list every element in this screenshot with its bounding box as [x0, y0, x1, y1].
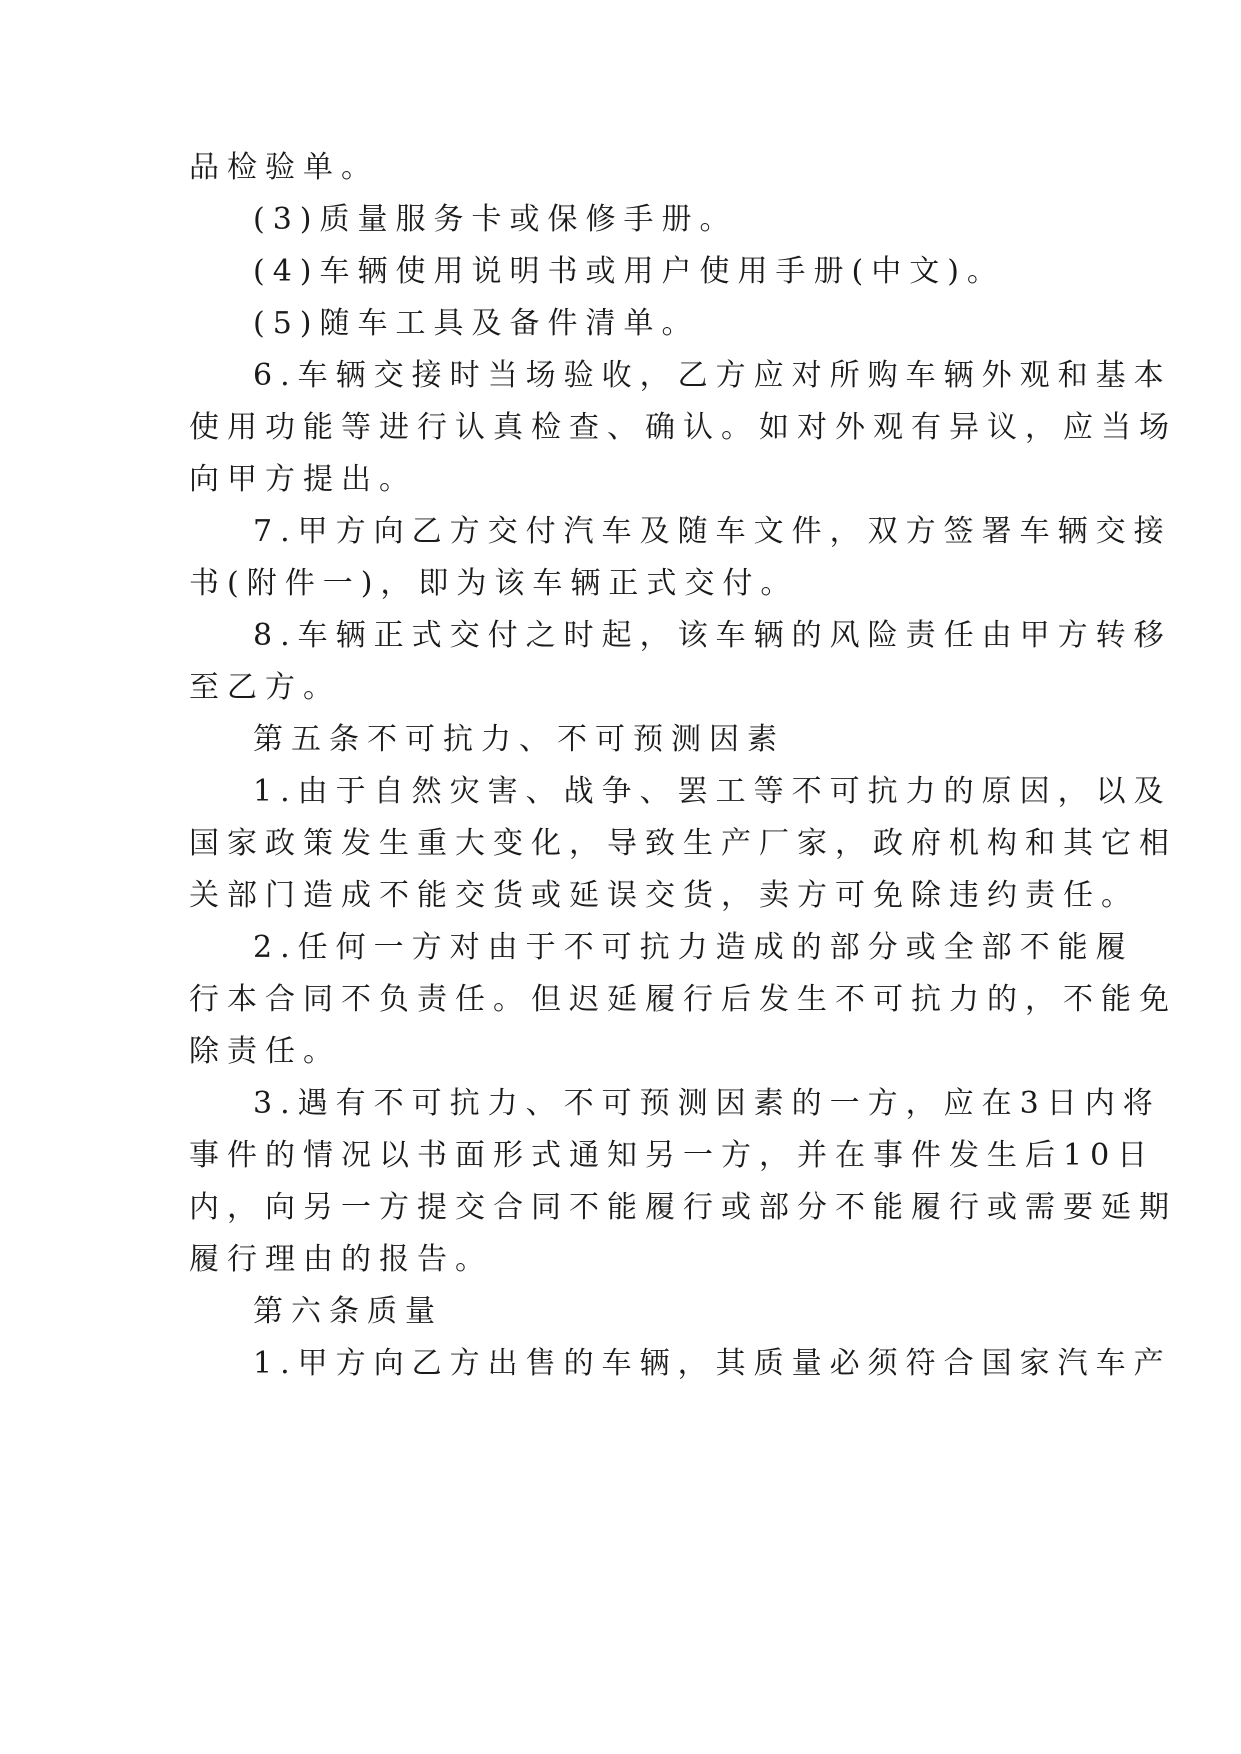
section-heading: 第六条质量: [253, 1294, 443, 1329]
text-line: 事件的情况以书面形式通知另一方，并在事件发生后10日: [189, 1138, 1156, 1173]
text-line: (5)随车工具及备件清单。: [253, 306, 700, 341]
text-line: 书(附件一)，即为该车辆正式交付。: [189, 566, 799, 601]
text-line: 内，向另一方提交合同不能履行或部分不能履行或需要延期: [189, 1190, 1177, 1225]
text-line: 7.甲方向乙方交付汽车及随车文件，双方签署车辆交接: [253, 514, 1172, 549]
text-line: 国家政策发生重大变化，导致生产厂家，政府机构和其它相: [189, 826, 1177, 861]
text-line: 关部门造成不能交货或延误交货，卖方可免除违约责任。: [189, 878, 1139, 913]
text-line: 使用功能等进行认真检查、确认。如对外观有异议，应当场: [189, 410, 1177, 445]
text-line: 8.车辆正式交付之时起，该车辆的风险责任由甲方转移: [253, 618, 1172, 653]
text-line: 1.由于自然灾害、战争、罢工等不可抗力的原因，以及: [253, 774, 1172, 809]
section-heading: 第五条不可抗力、不可预测因素: [253, 722, 785, 757]
text-line: 1.甲方向乙方出售的车辆，其质量必须符合国家汽车产: [253, 1346, 1172, 1381]
text-line: 3.遇有不可抗力、不可预测因素的一方，应在3日内将: [253, 1086, 1161, 1121]
text-line: 2.任何一方对由于不可抗力造成的部分或全部不能履: [253, 930, 1134, 965]
text-line: 至乙方。: [189, 670, 341, 705]
text-line: (3)质量服务卡或保修手册。: [253, 202, 738, 237]
text-line: 除责任。: [189, 1034, 341, 1069]
text-line: 品检验单。: [189, 150, 379, 185]
text-line: 向甲方提出。: [189, 462, 417, 497]
text-line: (4)车辆使用说明书或用户使用手册(中文)。: [253, 254, 1005, 289]
text-line: 6.车辆交接时当场验收，乙方应对所购车辆外观和基本: [253, 358, 1172, 393]
text-line: 履行理由的报告。: [189, 1242, 493, 1277]
text-line: 行本合同不负责任。但迟延履行后发生不可抗力的，不能免: [189, 982, 1177, 1017]
